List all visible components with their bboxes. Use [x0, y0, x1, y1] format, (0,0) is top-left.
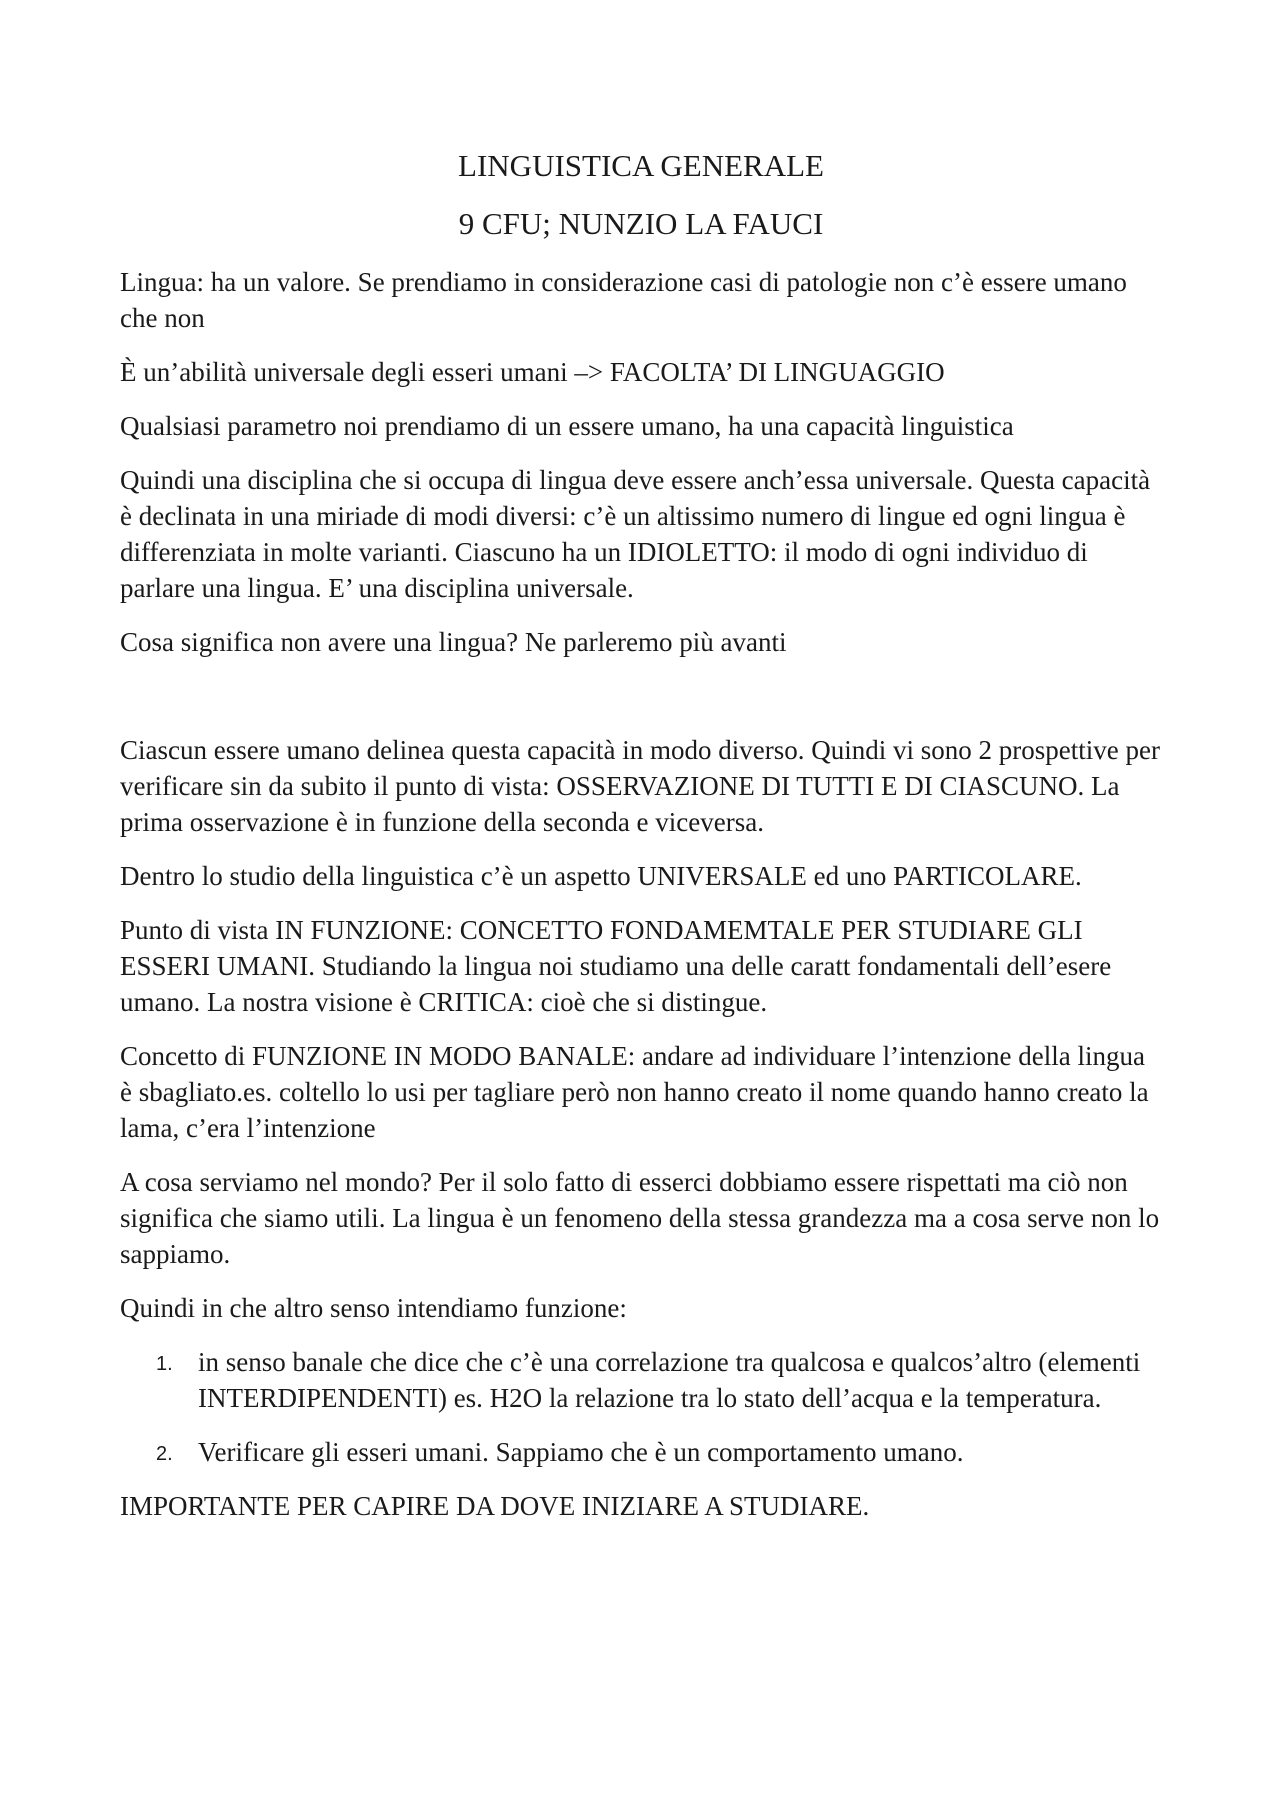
paragraph-altro-senso: Quindi in che altro senso intendiamo funzione:: [120, 1293, 627, 1323]
document-subtitle: 9 CFU; NUNZIO LA FAUCI: [458, 206, 824, 241]
paragraph-disciplina-universale: Quindi una disciplina che si occupa di lingua deve essere anch’essa universale. Questa capacità è declinata in una miriade di modi diversi: c’è un altissimo numero di lingue ed ogni lingua è differenziata in molte varianti. Ciascuno ha un IDIOLETTO: il modo di ogni individuo di parlare una lingua. E’ una disciplina universale.: [120, 465, 1151, 603]
list-item: [120, 1344, 1162, 1416]
list-item-number: 1.: [156, 1353, 173, 1375]
paragraph-capacita-linguistica: Qualsiasi parametro noi prendiamo di un essere umano, ha una capacità linguistica: [120, 411, 1014, 441]
list-item-text: in senso banale che dice che c’è una correlazione tra qualcosa e qualcos’altro (elementi INTERDIPENDENTI) es. H2O la relazione tra lo stato dell’acqua e la temperatura.: [198, 1347, 1141, 1413]
paragraph-facolta-linguaggio: È un’abilità universale degli esseri umani –> FACOLTA’ DI LINGUAGGIO: [120, 357, 945, 387]
list-item-number: 2.: [156, 1443, 173, 1465]
blank-line-gap: [120, 678, 1162, 732]
paragraph-non-avere-lingua: Cosa significa non avere una lingua? Ne parleremo più avanti: [120, 627, 787, 657]
numbered-list: [120, 1344, 1162, 1470]
paragraph-prospettive: Ciascun essere umano delinea questa capacità in modo diverso. Quindi vi sono 2 prospettive per verificare sin da subito il punto di vista: OSSERVAZIONE DI TUTTI E DI CIASCUNO. La prima osservazione è in funzione della seconda e viceversa.: [120, 735, 1160, 837]
paragraph-punto-di-vista: Punto di vista IN FUNZIONE: CONCETTO FONDAMEMTALE PER STUDIARE GLI ESSERI UMANI. Studiando la lingua noi studiamo una delle caratt fondamentali dell’esere umano. La nostra visione è CRITICA: cioè che si distingue.: [120, 915, 1112, 1017]
paragraph-funzione-banale: Concetto di FUNZIONE IN MODO BANALE: andare ad individuare l’intenzione della lingua è sbagliato.es. coltello lo usi per tagliare però non hanno creato il nome quando hanno creato la lama, c’era l’intenzione: [120, 1041, 1149, 1143]
paragraph-universale-particolare: Dentro lo studio della linguistica c’è un aspetto UNIVERSALE ed uno PARTICOLARE.: [120, 861, 1082, 891]
paragraph-lingua-valore: Lingua: ha un valore. Se prendiamo in considerazione casi di patologie non c’è essere umano che non: [120, 267, 1127, 333]
document-title: LINGUISTICA GENERALE: [458, 148, 824, 183]
list-item: [120, 1434, 1162, 1470]
closing-statement: IMPORTANTE PER CAPIRE DA DOVE INIZIARE A STUDIARE.: [120, 1491, 870, 1521]
list-item-text: Verificare gli esseri umani. Sappiamo che è un comportamento umano.: [198, 1437, 964, 1467]
paragraph-a-cosa-serviamo: A cosa serviamo nel mondo? Per il solo fatto di esserci dobbiamo essere rispettati ma ciò non significa che siamo utili. La lingua è un fenomeno della stessa grandezza ma a cosa serve non lo sappiamo.: [120, 1167, 1160, 1269]
